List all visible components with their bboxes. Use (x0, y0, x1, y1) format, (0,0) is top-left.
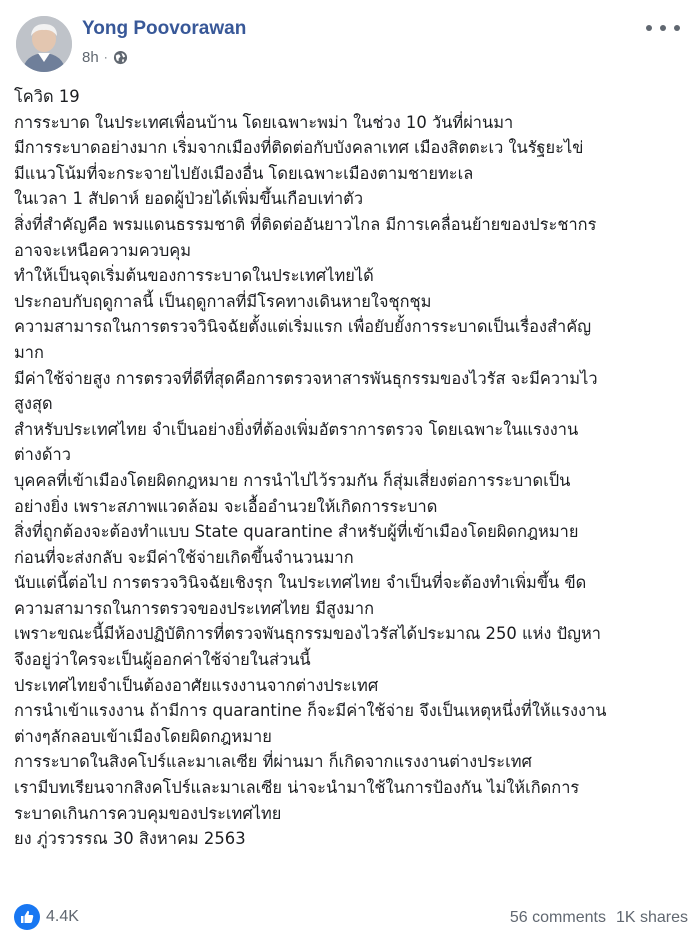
post-line: ประกอบกับฤดูกาลนี้ เป็นฤดูกาลที่มีโรคทางเดินหายใจชุกชุม (14, 291, 432, 311)
post-line: จึงอยู่ว่าใครจะเป็นผู้ออกค่าใช้จ่ายในส่วนนี้ (14, 650, 311, 670)
post-line: สิ่งที่ถูกต้องจะต้องทำแบบ State quarantine สำหรับผู้ที่เข้าเมืองโดยผิดกฎหมาย (14, 522, 579, 542)
author-avatar[interactable] (16, 16, 72, 72)
post-line: อย่างยิ่ง เพราะสภาพแวดล้อม จะเอื้ออำนวยให้เกิดการระบาด (14, 496, 438, 516)
author-name[interactable]: Yong Poovorawan (82, 18, 247, 39)
post-line: ระบาดเกินการควบคุมของประเทศไทย (14, 803, 282, 823)
post-line: มีค่าใช้จ่ายสูง การตรวจที่ดีที่สุดคือการตรวจหาสารพันธุกรรมของไวรัส จะมีความไว (14, 368, 598, 388)
post-line: การระบาด ในประเทศเพื่อนบ้าน โดยเฉพาะพม่า ในช่วง 10 วันที่ผ่านมา (14, 112, 514, 132)
post-header (14, 14, 686, 74)
post-meta (82, 48, 128, 66)
post-line: สูงสุด (14, 394, 53, 414)
post-line: ต่างด้าว (14, 445, 71, 465)
like-count: 4.4K (46, 908, 79, 925)
post-line: โควิด 19 (14, 87, 80, 106)
like-icon (14, 904, 40, 930)
post-line: การนำเข้าแรงงาน ถ้ามีการ quarantine ก็จะมีค่าใช้จ่าย จึงเป็นเหตุหนึ่งที่ให้แรงงาน (14, 701, 607, 721)
post-line: เรามีบทเรียนจากสิงคโปร์และมาเลเซีย น่าจะนำมาใช้ในการป้องกัน ไม่ให้เกิดการ (14, 778, 580, 798)
post-line: สำหรับประเทศไทย จำเป็นอย่างยิ่งที่ต้องเพิ่มอัตราการตรวจ โดยเฉพาะในแรงงาน (14, 419, 579, 439)
globe-icon[interactable] (113, 50, 128, 65)
post-line: ในเวลา 1 สัปดาห์ ยอดผู้ป่วยได้เพิ่มขึ้นเกือบเท่าตัว (14, 189, 364, 209)
post-line: ยง ภู่วรวรรณ 30 สิงหาคม 2563 (14, 829, 246, 849)
post-line: ก่อนที่จะส่งกลับ จะมีค่าใช้จ่ายเกิดขึ้นจำนวนมาก (14, 547, 354, 567)
post-line: สิ่งที่สำคัญคือ พรมแดนธรรมชาติ ที่ติดต่ออันยาวไกล มีการเคลื่อนย้ายของประชากร (14, 214, 597, 234)
more-dot-icon (646, 25, 652, 31)
post-line: มาก (14, 342, 44, 362)
post-line: บุคคลที่เข้าเมืองโดยผิดกฎหมาย การนำไปไว้รวมกัน ก็สุ่มเสี่ยงต่อการระบาดเป็น (14, 470, 571, 490)
comments-count-link[interactable]: 56 comments (509, 909, 606, 926)
post-line: ความสามารถในการตรวจวินิจฉัยตั้งแต่เริ่มแรก เพื่อยับยั้งการระบาดเป็นเรื่องสำคัญ (14, 317, 592, 337)
post-line: ทำให้เป็นจุดเริ่มต้นของการระบาดในประเทศไทยได้ (14, 266, 374, 286)
post-line: การระบาดในสิงคโปร์และมาเลเซีย ที่ผ่านมา ก็เกิดจากแรงงานต่างประเทศ (14, 752, 532, 772)
post-line: มีแนวโน้มที่จะกระจายไปยังเมืองอื่น โดยเฉพาะเมืองตามชายทะเล (14, 163, 474, 183)
shares-count-link[interactable]: 1K shares (615, 909, 688, 926)
post-line: ความสามารถในการตรวจของประเทศไทย มีสูงมาก (14, 598, 374, 618)
post-line: เพราะขณะนี้มีห้องปฏิบัติการที่ตรวจพันธุกรรมของไวรัสได้ประมาณ 250 แห่ง ปัญหา (14, 624, 601, 644)
more-options-button[interactable] (646, 18, 680, 38)
more-dot-icon (660, 25, 666, 31)
reactions-summary[interactable] (14, 904, 79, 930)
post-line: มีการระบาดอย่างมาก เริ่มจากเมืองที่ติดต่อกับบังคลาเทศ เมืองสิตตะเว ในรัฐยะไข่ (14, 138, 584, 158)
post-line: อาจจะเหนือความควบคุม (14, 240, 192, 260)
post-body (14, 84, 690, 852)
meta-separator: · (103, 50, 108, 64)
post-line: ประเทศไทยจำเป็นต้องอาศัยแรงงานจากต่างประเทศ (14, 675, 379, 695)
post-line: นับแต่นี้ต่อไป การตรวจวินิจฉัยเชิงรุก ในประเทศไทย จำเป็นที่จะต้องทำเพิ่มขึ้น ขีด (14, 573, 587, 593)
engagement-stats (510, 909, 688, 927)
more-dot-icon (674, 25, 680, 31)
post-timestamp[interactable]: 8h (82, 48, 99, 66)
avatar-image (16, 16, 72, 72)
post-footer (14, 902, 688, 936)
post-line: ต่างๆลักลอบเข้าเมืองโดยผิดกฎหมาย (14, 726, 272, 746)
